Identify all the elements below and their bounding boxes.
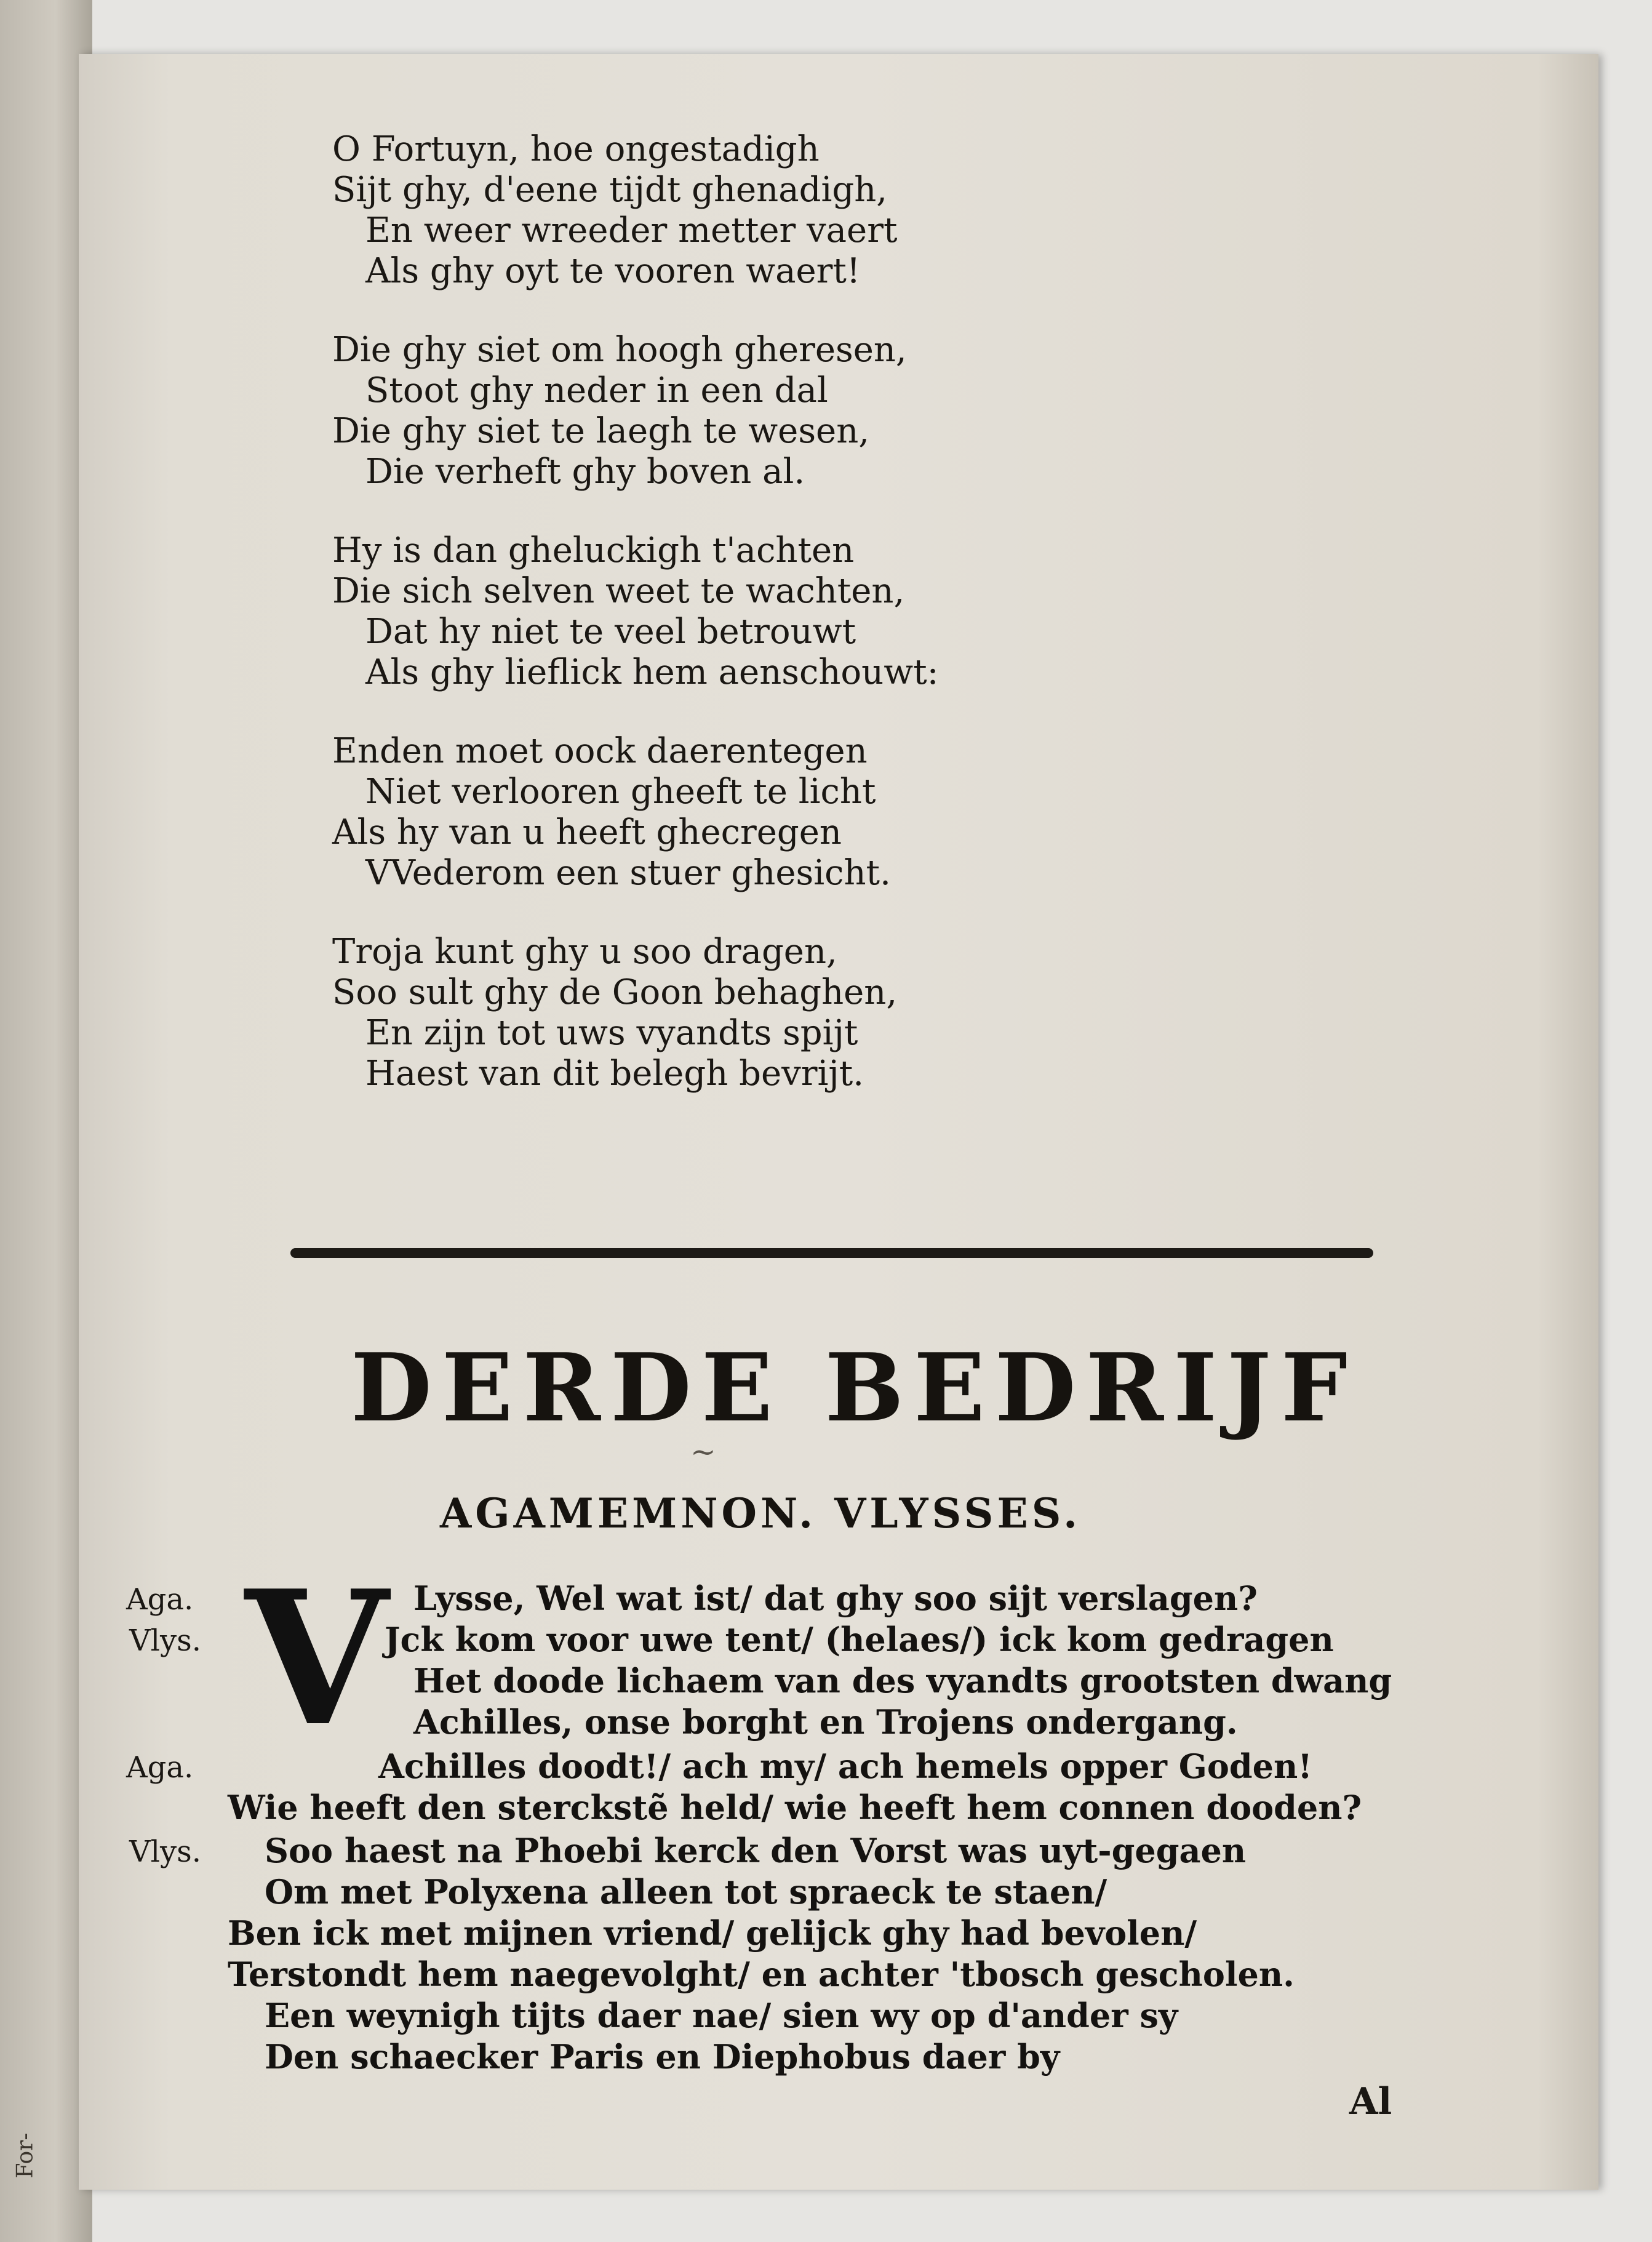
- poem-stanza: [332, 932, 939, 1094]
- poem-line: Niet verlooren gheeft te licht: [365, 772, 876, 812]
- poem-line: Haest van dit belegh bevrijt.: [365, 1054, 864, 1094]
- act-title: DERDE BEDRIJF: [351, 1332, 1357, 1443]
- section-rule: [290, 1248, 1373, 1258]
- dialogue-line: Om met Polyxena alleen tot spraeck te staen/: [265, 1872, 1107, 1912]
- speakers-heading: AGAMEMNON. VLYSSES.: [440, 1489, 1082, 1537]
- catchword: Al: [1349, 2080, 1392, 2123]
- dialogue-line: Terstondt hem naegevolght/ en achter 'tbosch gescholen.: [228, 1955, 1295, 1994]
- dialogue-line: Den schaecker Paris en Diephobus daer by: [265, 2037, 1060, 2076]
- speaker-label: Aga.: [126, 1582, 194, 1617]
- poem-stanza: [332, 530, 939, 693]
- poem-stanza: [332, 129, 939, 292]
- dialogue-line: Een weynigh tijts daer nae/ sien wy op d'ander sy: [265, 1996, 1178, 2035]
- poem: [332, 129, 939, 1132]
- poem-line: Die verheft ghy boven al.: [365, 452, 805, 492]
- speaker-label: Vlys.: [129, 1623, 202, 1658]
- dialogue-line: Soo haest na Phoebi kerck den Vorst was uyt-gegaen: [265, 1831, 1247, 1870]
- dialogue-line: Wie heeft den sterckstẽ held/ wie heeft hem connen dooden?: [228, 1788, 1362, 1827]
- dialogue-line: Het doode lichaem van des vyandts grootsten dwang: [413, 1661, 1392, 1700]
- ornament-flourish: ~: [690, 1434, 716, 1470]
- poem-stanza: [332, 330, 939, 492]
- poem-line: Soo sult ghy de Goon behaghen,: [332, 972, 898, 1012]
- poem-line: Die ghy siet om hoogh gheresen,: [332, 330, 907, 370]
- dialogue-line: Jck kom voor uwe tent/ (helaes/) ick kom gedragen: [385, 1620, 1334, 1659]
- dialogue-line: Ben ick met mijnen vriend/ gelijck ghy had bevolen/: [228, 1913, 1197, 1953]
- dialogue-line: Achilles doodt!/ ach my/ ach hemels opper Goden!: [378, 1747, 1312, 1786]
- poem-line: Enden moet oock daerentegen: [332, 731, 868, 771]
- poem-line: Stoot ghy neder in een dal: [365, 370, 828, 410]
- speaker-label: Aga.: [126, 1750, 194, 1785]
- poem-line: Die ghy siet te laegh te wesen,: [332, 411, 870, 451]
- poem-line: Sijt ghy, d'eene tijdt ghenadigh,: [332, 170, 888, 210]
- poem-line: VVederom een stuer ghesicht.: [365, 853, 891, 893]
- poem-line: Als hy van u heeft ghecregen: [332, 812, 842, 852]
- drop-cap: V: [245, 1550, 388, 1767]
- poem-stanza: [332, 731, 939, 894]
- poem-line: Die sich selven weet te wachten,: [332, 571, 905, 611]
- poem-line: Als ghy oyt te vooren waert!: [365, 251, 861, 291]
- poem-line: Dat hy niet te veel betrouwt: [365, 612, 856, 652]
- poem-line: Troja kunt ghy u soo dragen,: [332, 932, 837, 972]
- poem-line: Als ghy lieflick hem aenschouwt:: [365, 652, 939, 692]
- speaker-label: Vlys.: [129, 1835, 202, 1869]
- poem-line: Hy is dan gheluckigh t'achten: [332, 530, 855, 571]
- poem-line: O Fortuyn, hoe ongestadigh: [332, 129, 820, 169]
- dialogue-line: Lysse, Wel wat ist/ dat ghy soo sijt verslagen?: [413, 1579, 1258, 1618]
- poem-line: En zijn tot uws vyandts spijt: [365, 1013, 858, 1053]
- poem-line: En weer wreeder metter vaert: [365, 210, 898, 250]
- facing-page-margin-text: For-: [12, 2132, 38, 2179]
- dialogue-line: Achilles, onse borght en Trojens ondergang.: [413, 1702, 1238, 1742]
